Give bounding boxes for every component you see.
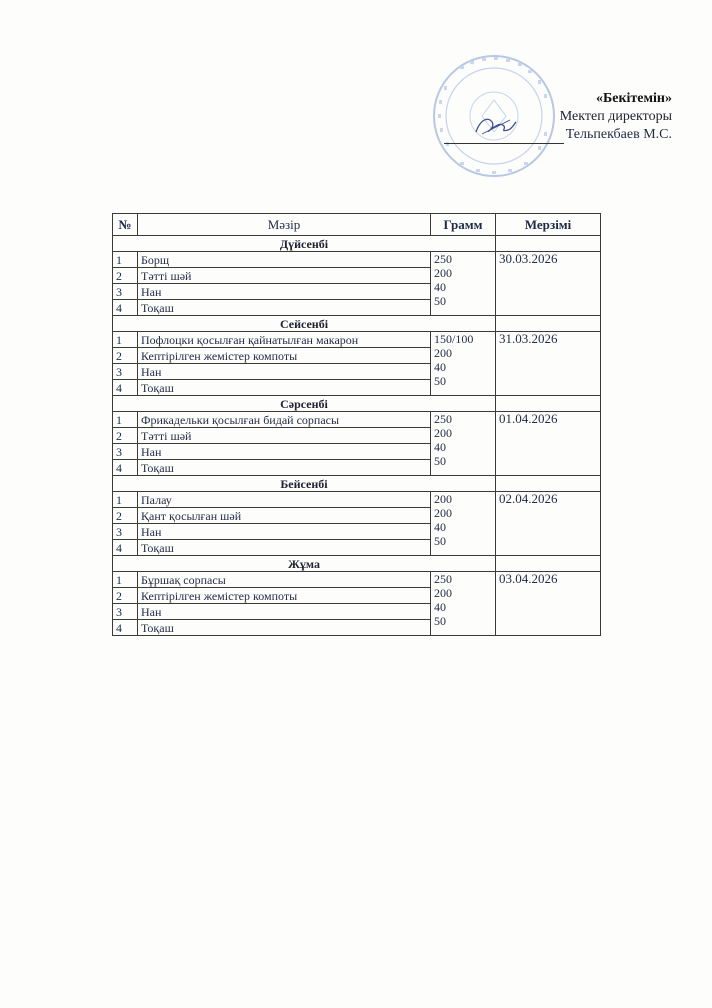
grams-cell xyxy=(431,492,496,556)
grams-value: 250 xyxy=(434,412,452,426)
grams-value: 200 xyxy=(434,506,452,520)
table-row xyxy=(113,492,601,508)
item-number: 4 xyxy=(113,300,138,316)
day-name: Бейсенбі xyxy=(113,476,496,492)
item-number: 3 xyxy=(113,364,138,380)
menu-table-body xyxy=(113,236,601,636)
day-row xyxy=(113,556,601,572)
item-number: 4 xyxy=(113,540,138,556)
item-name: Фрикадельки қосылған бидай сорпасы xyxy=(138,412,431,428)
item-number: 1 xyxy=(113,492,138,508)
item-name: Тоқаш xyxy=(138,300,431,316)
grams-value: 50 xyxy=(434,374,446,388)
grams-value: 200 xyxy=(434,586,452,600)
item-number: 1 xyxy=(113,572,138,588)
menu-table xyxy=(112,213,601,636)
grams-cell xyxy=(431,412,496,476)
item-name: Нан xyxy=(138,524,431,540)
grams-value: 50 xyxy=(434,454,446,468)
item-name: Қант қосылған шәй xyxy=(138,508,431,524)
item-number: 1 xyxy=(113,412,138,428)
day-name: Дүйсенбі xyxy=(113,236,496,252)
grams-value: 50 xyxy=(434,614,446,628)
header-grams: Грамм xyxy=(431,214,496,236)
item-number: 4 xyxy=(113,460,138,476)
date-cell: 31.03.2026 xyxy=(496,332,601,396)
item-name: Нан xyxy=(138,444,431,460)
day-date-empty xyxy=(496,316,601,332)
grams-value: 150/100 xyxy=(434,332,474,346)
grams-cell xyxy=(431,572,496,636)
director-signature-line xyxy=(444,126,672,144)
day-date-empty xyxy=(496,396,601,412)
day-date-empty xyxy=(496,476,601,492)
grams-value: 50 xyxy=(434,294,446,308)
grams-value: 250 xyxy=(434,572,452,586)
day-name: Сейсенбі xyxy=(113,316,496,332)
signature-underline xyxy=(444,129,564,144)
header-menu: Мәзір xyxy=(138,214,431,236)
date-cell: 01.04.2026 xyxy=(496,412,601,476)
table-header-row xyxy=(113,214,601,236)
grams-value: 40 xyxy=(434,520,446,534)
director-position: Мектеп директоры xyxy=(559,109,672,124)
item-name: Палау xyxy=(138,492,431,508)
grams-cell xyxy=(431,252,496,316)
item-number: 4 xyxy=(113,620,138,636)
item-name: Тәтті шәй xyxy=(138,428,431,444)
grams-value: 50 xyxy=(434,534,446,548)
day-name: Сәрсенбі xyxy=(113,396,496,412)
item-number: 2 xyxy=(113,348,138,364)
item-name: Кептірілген жемістер компоты xyxy=(138,588,431,604)
grams-value: 40 xyxy=(434,600,446,614)
grams-value: 200 xyxy=(434,426,452,440)
header-date: Мерзімі xyxy=(496,214,601,236)
grams-value: 200 xyxy=(434,346,452,360)
item-number: 1 xyxy=(113,252,138,268)
date-cell: 30.03.2026 xyxy=(496,252,601,316)
item-name: Тоқаш xyxy=(138,540,431,556)
item-name: Нан xyxy=(138,604,431,620)
item-name: Бұршақ сорпасы xyxy=(138,572,431,588)
item-name: Тоқаш xyxy=(138,460,431,476)
item-name: Борщ xyxy=(138,252,431,268)
header-number: № xyxy=(113,214,138,236)
item-number: 3 xyxy=(113,284,138,300)
day-row xyxy=(113,396,601,412)
grams-value: 200 xyxy=(434,266,452,280)
day-row xyxy=(113,476,601,492)
day-name: Жұма xyxy=(113,556,496,572)
item-name: Нан xyxy=(138,364,431,380)
item-number: 2 xyxy=(113,428,138,444)
item-number: 2 xyxy=(113,588,138,604)
grams-value: 200 xyxy=(434,492,452,506)
item-name: Нан xyxy=(138,284,431,300)
day-row xyxy=(113,236,601,252)
table-row xyxy=(113,332,601,348)
grams-value: 40 xyxy=(434,360,446,374)
table-row xyxy=(113,412,601,428)
item-number: 2 xyxy=(113,268,138,284)
date-cell: 03.04.2026 xyxy=(496,572,601,636)
item-name: Тәтті шәй xyxy=(138,268,431,284)
item-number: 1 xyxy=(113,332,138,348)
item-name: Кептірілген жемістер компоты xyxy=(138,348,431,364)
item-number: 4 xyxy=(113,380,138,396)
date-cell: 02.04.2026 xyxy=(496,492,601,556)
grams-value: 40 xyxy=(434,280,446,294)
item-name: Тоқаш xyxy=(138,380,431,396)
day-row xyxy=(113,316,601,332)
item-number: 3 xyxy=(113,604,138,620)
director-name: Тельпекбаев М.С. xyxy=(565,127,672,142)
grams-value: 250 xyxy=(434,252,452,266)
approval-block xyxy=(444,90,672,144)
item-name: Тоқаш xyxy=(138,620,431,636)
item-number: 3 xyxy=(113,444,138,460)
table-row xyxy=(113,252,601,268)
approval-title: «Бекітемін» xyxy=(595,91,672,106)
item-name: Пофлоцки қосылған қайнатылған макарон xyxy=(138,332,431,348)
day-date-empty xyxy=(496,236,601,252)
day-date-empty xyxy=(496,556,601,572)
item-number: 3 xyxy=(113,524,138,540)
grams-cell xyxy=(431,332,496,396)
grams-value: 40 xyxy=(434,440,446,454)
item-number: 2 xyxy=(113,508,138,524)
table-row xyxy=(113,572,601,588)
